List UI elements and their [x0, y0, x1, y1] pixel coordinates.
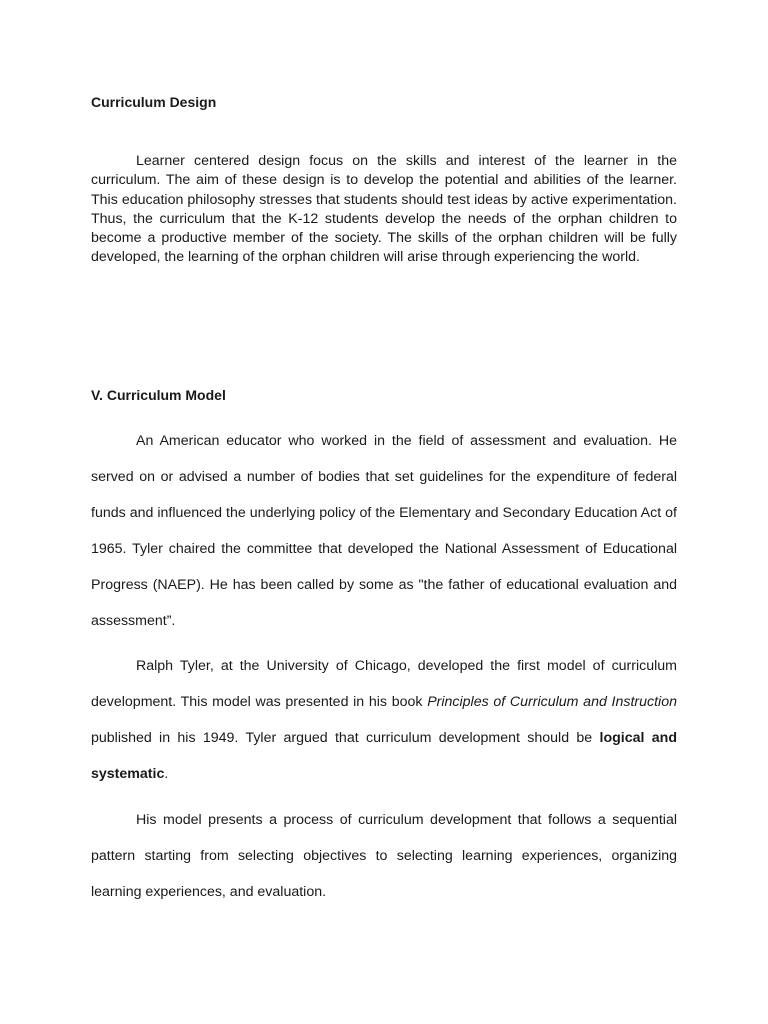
paragraph-model-process: His model presents a process of curriculum development that follows a sequential pattern starting from selecting objectives to selecting learning experiences, organizing learning experiences, and evaluation.	[91, 812, 677, 900]
paragraph-tyler-model	[91, 648, 677, 792]
paragraph-text-before: Ralph Tyler, at the University of Chicago, developed the first model of curriculum development. This model was presented in his book	[91, 658, 677, 710]
paragraph-text-after: .	[164, 766, 169, 782]
section-heading-curriculum-design: Curriculum Design	[91, 94, 217, 110]
section-heading-curriculum-model: V. Curriculum Model	[91, 387, 226, 403]
paragraph-learner-centered-design: Learner centered design focus on the skills and interest of the learner in the curriculum. The aim of these design is to develop the potential and abilities of the learner. This education philosophy stresses that students should test ideas by active experimentation. Thus, the curriculum that the K-12 students develop the needs of the orphan children to become a productive member of the society. The skills of the orphan children will be fully developed, the learning of the orphan children will arise through experiencing the world.	[91, 153, 677, 266]
paragraph-text-middle: published in his 1949. Tyler argued that curriculum development should be	[91, 730, 600, 746]
emphasis-logical-systematic: logical and systematic	[91, 730, 677, 782]
book-title: Principles of Curriculum and Instruction	[427, 694, 677, 710]
paragraph-tyler-background: An American educator who worked in the field of assessment and evaluation. He served on or advised a number of bodies that set guidelines for the expenditure of federal funds and influenced the underlying policy of the Elementary and Secondary Education Act of 1965. Tyler chaired the committee that developed the National Assessment of Educational Progress (NAEP). He has been called by some as "the father of educational evaluation and assessment”.	[91, 433, 677, 629]
